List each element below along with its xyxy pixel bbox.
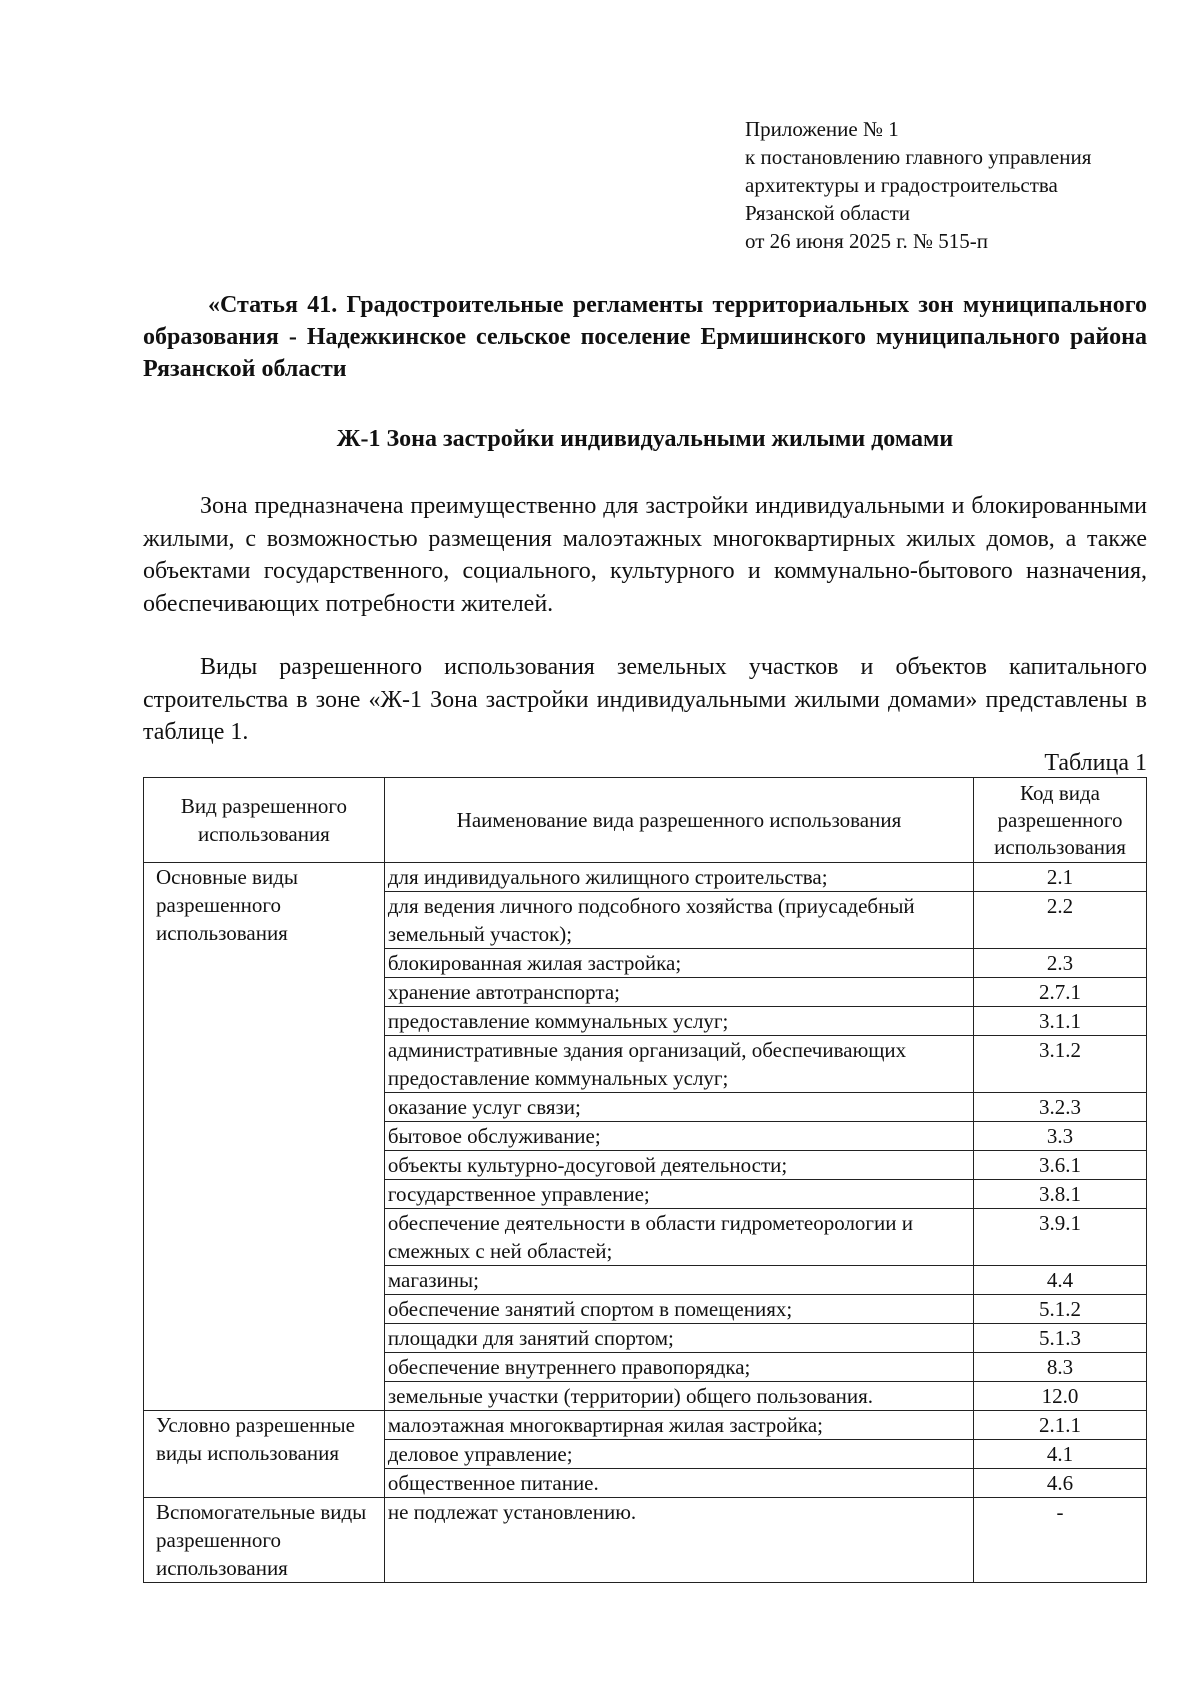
use-name: блокированная жилая застройка; <box>384 949 973 978</box>
use-name: хранение автотранспорта; <box>384 978 973 1007</box>
table-row <box>144 863 1147 892</box>
use-code: 3.3 <box>974 1122 1147 1151</box>
article-title: «Статья 41. Градостроительные регламенты территориальных зон муниципального образования - Надежкинское сельское поселение Ермишинского муниципального района Рязанской области <box>143 292 1147 382</box>
use-code: 3.6.1 <box>974 1151 1147 1180</box>
use-name: обеспечение внутреннего правопорядка; <box>384 1353 973 1382</box>
zone-description-paragraph: Зона предназначена преимущественно для застройки индивидуальными и блокированными жилыми, с возможностью размещения малоэтажных многоквартирных жилых домов, а также объектами государственного, социального, культурного и коммунально-бытового назначения, обеспечивающих потребности жителей. <box>143 493 1147 617</box>
use-code: - <box>974 1498 1147 1583</box>
use-code: 3.9.1 <box>974 1209 1147 1266</box>
permitted-use-table <box>143 777 1147 1583</box>
use-name: предоставление коммунальных услуг; <box>384 1007 973 1036</box>
appendix-line: архитектуры и градостроительства <box>745 173 1058 197</box>
use-code: 5.1.2 <box>974 1295 1147 1324</box>
use-name: государственное управление; <box>384 1180 973 1209</box>
appendix-line: Рязанской области <box>745 201 911 225</box>
use-name: оказание услуг связи; <box>384 1093 973 1122</box>
table-row <box>144 1411 1147 1440</box>
use-code: 12.0 <box>974 1382 1147 1411</box>
use-code: 2.2 <box>974 892 1147 949</box>
header-type: Вид разрешенного использования <box>144 778 385 863</box>
use-code: 8.3 <box>974 1353 1147 1382</box>
use-name: для ведения личного подсобного хозяйства (приусадебный земельный участок); <box>384 892 973 949</box>
use-code: 4.4 <box>974 1266 1147 1295</box>
use-code: 4.1 <box>974 1440 1147 1469</box>
use-name: административные здания организаций, обеспечивающих предоставление коммунальных услуг; <box>384 1036 973 1093</box>
table-caption: Таблица 1 <box>1044 750 1147 776</box>
use-code: 2.7.1 <box>974 978 1147 1007</box>
zone-title: Ж-1 Зона застройки индивидуальными жилыми домами <box>336 426 954 452</box>
use-code: 2.1.1 <box>974 1411 1147 1440</box>
use-code: 3.8.1 <box>974 1180 1147 1209</box>
header-name: Наименование вида разрешенного использования <box>384 778 973 863</box>
appendix-line: от 26 июня 2025 г. № 515-п <box>745 229 988 253</box>
appendix-block <box>745 115 1165 255</box>
table-header-row <box>144 778 1147 863</box>
use-name: общественное питание. <box>384 1469 973 1498</box>
category-cell: Основные виды разрешенного использования <box>144 863 385 1411</box>
use-name: обеспечение занятий спортом в помещениях; <box>384 1295 973 1324</box>
use-code: 2.3 <box>974 949 1147 978</box>
appendix-line: Приложение № 1 <box>745 117 899 141</box>
use-code: 3.1.2 <box>974 1036 1147 1093</box>
use-code: 4.6 <box>974 1469 1147 1498</box>
use-name: площадки для занятий спортом; <box>384 1324 973 1353</box>
use-name: для индивидуального жилищного строительства; <box>384 863 973 892</box>
use-code: 3.1.1 <box>974 1007 1147 1036</box>
use-name: магазины; <box>384 1266 973 1295</box>
use-name: малоэтажная многоквартирная жилая застройка; <box>384 1411 973 1440</box>
use-name: бытовое обслуживание; <box>384 1122 973 1151</box>
header-code: Код вида разрешенного использования <box>974 778 1147 863</box>
use-name: не подлежат установлению. <box>384 1498 973 1583</box>
table-row <box>144 1498 1147 1583</box>
category-cell: Условно разрешенные виды использования <box>144 1411 385 1498</box>
use-name: деловое управление; <box>384 1440 973 1469</box>
appendix-line: к постановлению главного управления <box>745 145 1092 169</box>
table-reference-paragraph: Виды разрешенного использования земельных участков и объектов капитального строительства в зоне «Ж-1 Зона застройки индивидуальными жилыми домами» представлены в таблице 1. <box>143 654 1147 745</box>
use-name: земельные участки (территории) общего пользования. <box>384 1382 973 1411</box>
use-code: 2.1 <box>974 863 1147 892</box>
use-code: 3.2.3 <box>974 1093 1147 1122</box>
use-code: 5.1.3 <box>974 1324 1147 1353</box>
use-name: обеспечение деятельности в области гидрометеорологии и смежных с ней областей; <box>384 1209 973 1266</box>
category-cell: Вспомогательные виды разрешенного использования <box>144 1498 385 1583</box>
use-name: объекты культурно-досуговой деятельности; <box>384 1151 973 1180</box>
